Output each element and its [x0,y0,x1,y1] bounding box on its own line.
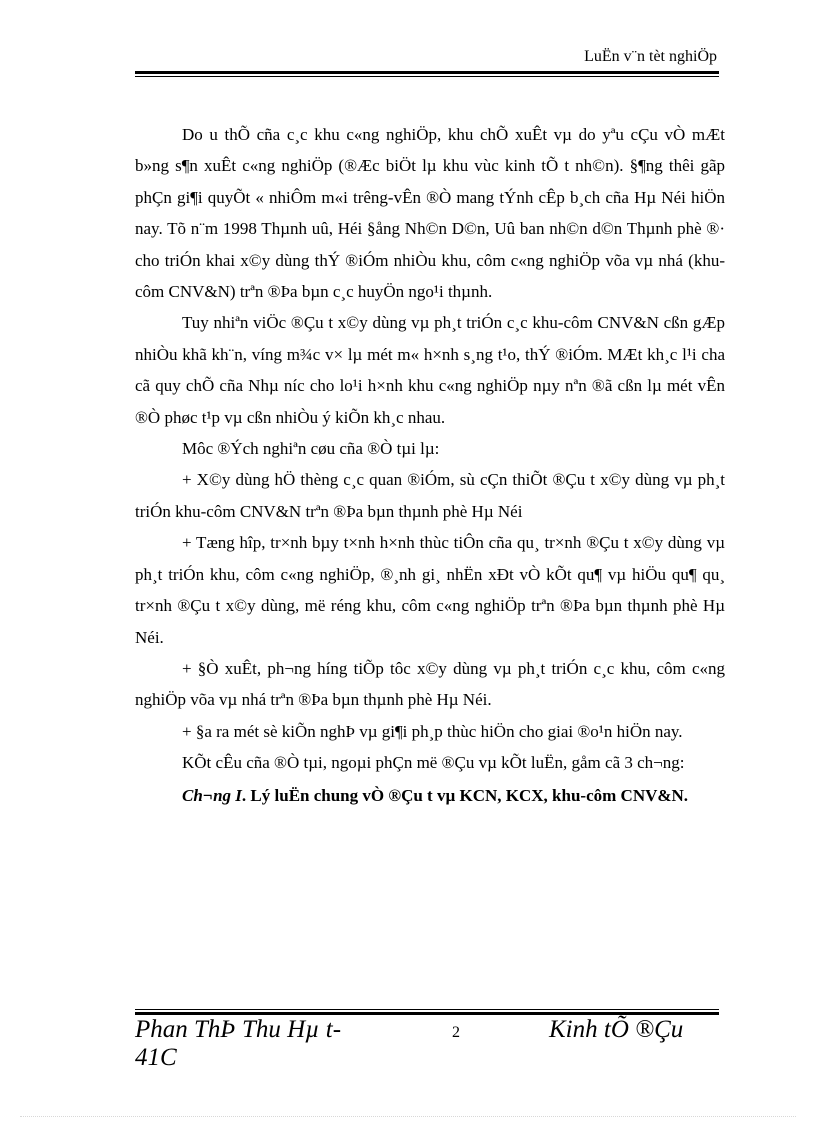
paragraph-intro: Do u thÕ cña c¸c khu c«ng nghiÖp, khu chÕ xuÊt vµ do yªu cÇu vÒ mÆt b»ng s¶n xuÊt c«ng nghiÖp (®Æc biÖt lµ khu vùc kinh tÕ t nh©n). §¶ng thêi gãp phÇn gi¶i quyÕt « nhiÔm m«i trêng-vÊn ®Ò mang tÝnh cÊp b¸ch cña Hµ Néi hiÖn nay. Tõ n¨m 1998 Thµnh uû, Héi §ång Nh©n D©n, Uû ban nh©n d©n Thµnh phè ®· cho triÓn khai x©y dùng thÝ ®iÓm nhiÒu khu, côm c«ng nghiÖp võa vµ nhá (khu-côm CNV&N) trªn ®Þa bµn c¸c huyÖn ngo¹i thµnh. [135,125,725,302]
paragraph-difficulties: Tuy nhiªn viÖc ®Çu t x©y dùng vµ ph¸t triÓn c¸c khu-côm CNV&N cßn gÆp nhiÒu khã kh¨n, víng m¾c v× lµ mét m« h×nh s¸ng t¹o, thÝ ®iÓm. MÆt kh¸c l¹i cha cã quy chÕ cña Nhµ níc cho lo¹i h×nh khu c«ng nghiÖp nµy nªn ®ã cßn lµ mét vÊn ®Ò phøc t¹p vµ cßn nhiÒu ý kiÕn kh¸c nhau. [135,313,725,427]
header-rule-thin [135,76,719,77]
chapter-heading [135,783,725,809]
paragraph-objective-4: + §a ra mét sè kiÕn nghÞ vµ gi¶i ph¸p thùc hiÖn cho giai ®o¹n hiÖn nay. [182,721,683,741]
running-header-title: LuËn v¨n tèt nghiÖp [584,48,717,65]
chapter-title: . Lý luËn chung vÒ ®Çu t vµ KCN, KCX, khu-côm CNV&N. [241,785,689,805]
page-bottom-edge [20,1116,796,1117]
footer-rule-thin [135,1009,719,1010]
footer-rule-thick [135,1012,719,1015]
header-rule-thick [135,71,719,74]
footer-author: Phan ThÞ Thu Hµ t-41C [135,1016,342,1071]
paragraph-objective-3: + §Ò xuÊt, ph¬ng híng tiÕp tôc x©y dùng vµ ph¸t triÓn c¸c khu, côm c«ng nghiÖp võa vµ nhá trªn ®Þa bµn thµnh phè Hµ Néi. [135,658,725,710]
page-number: 2 [452,1024,460,1041]
document-body [135,119,725,809]
paragraph-objective-1: + X©y dùng hÖ thèng c¸c quan ®iÓm, sù cÇn thiÕt ®Çu t x©y dùng vµ ph¸t triÓn khu-côm CNV&N trªn ®Þa bµn thµnh phè Hµ Néi [135,470,725,521]
paragraph-objectives-heading: Môc ®Ých nghiªn cøu cña ®Ò tµi lµ: [182,439,440,459]
chapter-label: Ch¬ng I [182,785,242,805]
footer-department: Kinh tÕ ®Çu [549,1016,684,1043]
paragraph-objective-2: + Tæng hîp, tr×nh bµy t×nh h×nh thùc tiÔn cña qu¸ tr×nh ®Çu t x©y dùng vµ ph¸t triÓn khu, côm c«ng nghiÖp, ®¸nh gi¸ nhËn xÐt vÒ kÕt qu¶ vµ hiÖu qu¶ qu¸ tr×nh ®Çu t x©y dùng, më réng khu, côm c«ng nghiÖp trªn ®Þa bµn thµnh phè Hµ Néi. [135,533,725,647]
paragraph-structure: KÕt cÊu cña ®Ò tµi, ngoµi phÇn më ®Çu vµ kÕt luËn, gåm cã 3 ch¬ng: [182,753,685,773]
